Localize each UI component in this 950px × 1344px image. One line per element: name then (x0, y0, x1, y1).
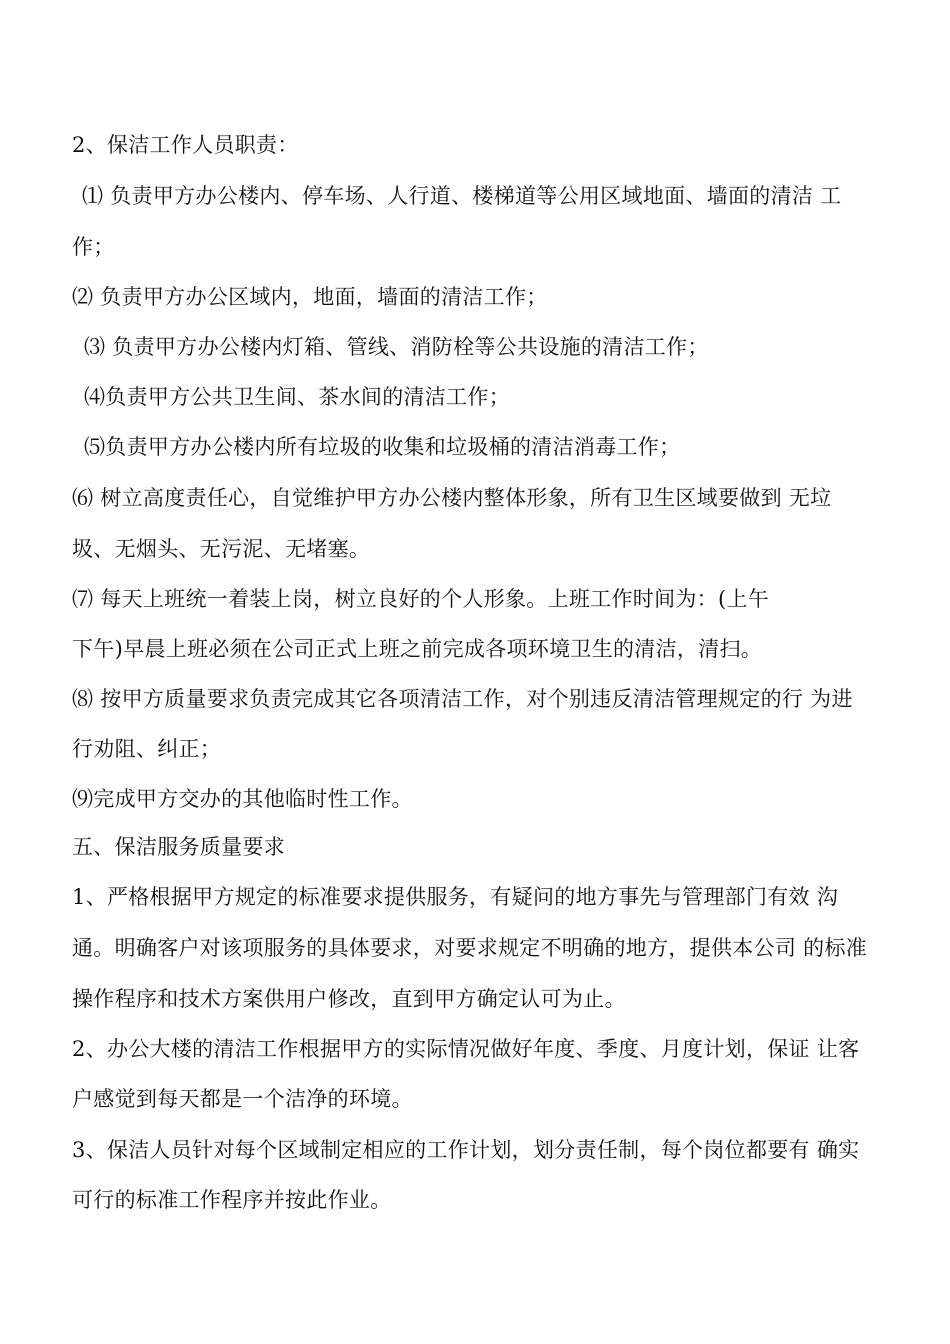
heading-quality-requirements: 五、保洁服务质量要求 (72, 835, 285, 859)
heading-cleaner-duties: 2、保洁工作人员职责： (72, 133, 299, 157)
requirement-2-cont: 户感觉到每天都是一个洁净的环境。 (72, 1087, 413, 1111)
duty-item-5: ⑸负责甲方办公楼内所有垃圾的收集和垃圾桶的清洁消毒工作； (84, 435, 681, 459)
duty-item-7-cont: 下午)早晨上班必须在公司正式上班之前完成各项环境卫生的清洁，清扫。 (72, 637, 763, 661)
duty-item-8-cont: 行劝阻、纠正； (72, 737, 222, 761)
duty-item-7: ⑺ 每天上班统一着装上岗，树立良好的个人形象。上班工作时间为：(上午 (72, 587, 770, 611)
duty-item-8: ⑻ 按甲方质量要求负责完成其它各项清洁工作，对个别违反清洁管理规定的行 为进 (72, 687, 853, 711)
requirement-1: 1、严格根据甲方规定的标准要求提供服务，有疑问的地方事先与管理部门有效 沟 (72, 885, 839, 909)
requirement-1-cont-2: 操作程序和技术方案供用户修改，直到甲方确定认可为止。 (72, 987, 626, 1011)
duty-item-1: ⑴ 负责甲方办公楼内、停车场、人行道、楼梯道等公用区域地面、墙面的清洁 工 (82, 184, 842, 208)
requirement-1-cont-1: 通。明确客户对该项服务的具体要求，对要求规定不明确的地方，提供本公司 的标准 (72, 936, 868, 960)
duty-item-6: ⑹ 树立高度责任心，自觉维护甲方办公楼内整体形象，所有卫生区域要做到 无垃 (72, 486, 832, 510)
duty-item-4: ⑷负责甲方公共卫生间、茶水间的清洁工作； (84, 385, 510, 409)
duty-item-2: ⑵ 负责甲方办公区域内，地面，墙面的清洁工作； (72, 285, 548, 309)
duty-item-3: ⑶ 负责甲方办公楼内灯箱、管线、消防栓等公共设施的清洁工作； (84, 335, 709, 359)
requirement-2: 2、办公大楼的清洁工作根据甲方的实际情况做好年度、季度、月度计划，保证 让客 (72, 1037, 860, 1061)
requirement-3: 3、保洁人员针对每个区域制定相应的工作计划，划分责任制，每个岗位都要有 确实 (72, 1138, 860, 1162)
duty-item-9: ⑼完成甲方交办的其他临时性工作。 (72, 787, 413, 811)
requirement-3-cont: 可行的标准工作程序并按此作业。 (72, 1188, 392, 1212)
duty-item-1-cont: 作； (72, 235, 115, 259)
duty-item-6-cont: 圾、无烟头、无污泥、无堵塞。 (72, 537, 371, 561)
